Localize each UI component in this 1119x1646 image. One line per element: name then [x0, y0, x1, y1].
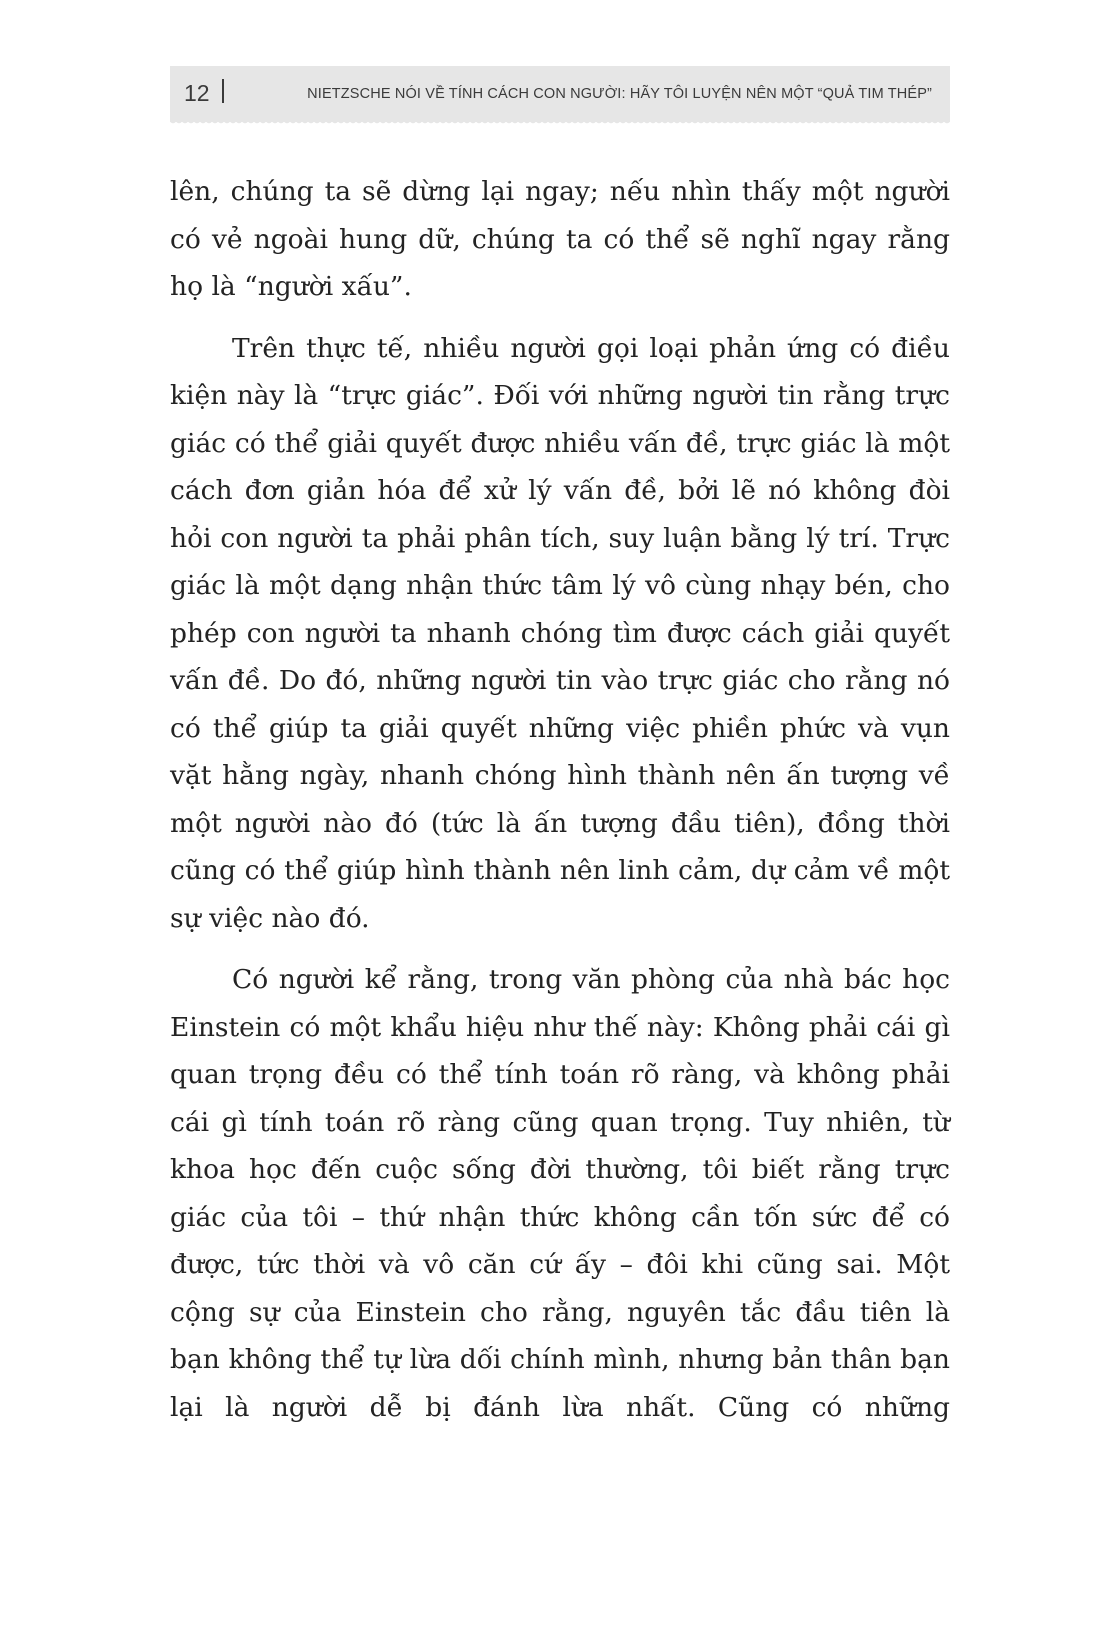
- paragraph-einstein: Có người kể rằng, trong văn phòng của nhà bác học Einstein có một khẩu hiệu như thế này: Không phải cái gì quan trọng đều có thể tính toán rõ ràng, và không phải cái gì tính toán rõ ràng cũng quan trọng. Tuy nhiên, từ khoa học đến cuộc sống đời thường, tôi biết rằng trực giác của tôi – thứ nhận thức không cần tốn sức để có được, tức thời và vô căn cứ ấy – đôi khi cũng sai. Một cộng sự của Einstein cho rằng, nguyên tắc đầu tiên là bạn không thể tự lừa dối chính mình, nhưng bản thân bạn lại là người dễ bị đánh lừa nhất. Cũng có những: [170, 964, 950, 1423]
- paragraph-intuition: Trên thực tế, nhiều người gọi loại phản ứng có điều kiện này là “trực giác”. Đối với những người tin rằng trực giác có thể giải quyết được nhiều vấn đề, trực giác là một cách đơn giản hóa để xử lý vấn đề, bởi lẽ nó không đòi hỏi con người ta phải phân tích, suy luận bằng lý trí. Trực giác là một dạng nhận thức tâm lý vô cùng nhạy bén, cho phép con người ta nhanh chóng tìm được cách giải quyết vấn đề. Do đó, những người tin vào trực giác cho rằng nó có thể giúp ta giải quyết những việc phiền phức và vụn vặt hằng ngày, nhanh chóng hình thành nên ấn tượng về một người nào đó (tức là ấn tượng đầu tiên), đồng thời cũng có thể giúp hình thành nên linh cảm, dự cảm về một sự việc nào đó.: [170, 332, 950, 934]
- paragraph-continuation: lên, chúng ta sẽ dừng lại ngay; nếu nhìn thấy một người có vẻ ngoài hung dữ, chúng ta có thể sẽ nghĩ ngay rằng họ là “người xấu”.: [170, 176, 950, 302]
- page-header: [170, 66, 950, 122]
- header-divider: [222, 79, 224, 103]
- running-title: NIETZSCHE NÓI VỀ TÍNH CÁCH CON NGƯỜI: HÃY TÔI LUYỆN NÊN MỘT “QUẢ TIM THÉP”: [307, 86, 932, 102]
- page-number: 12: [184, 80, 210, 106]
- page-body: [170, 168, 950, 1445]
